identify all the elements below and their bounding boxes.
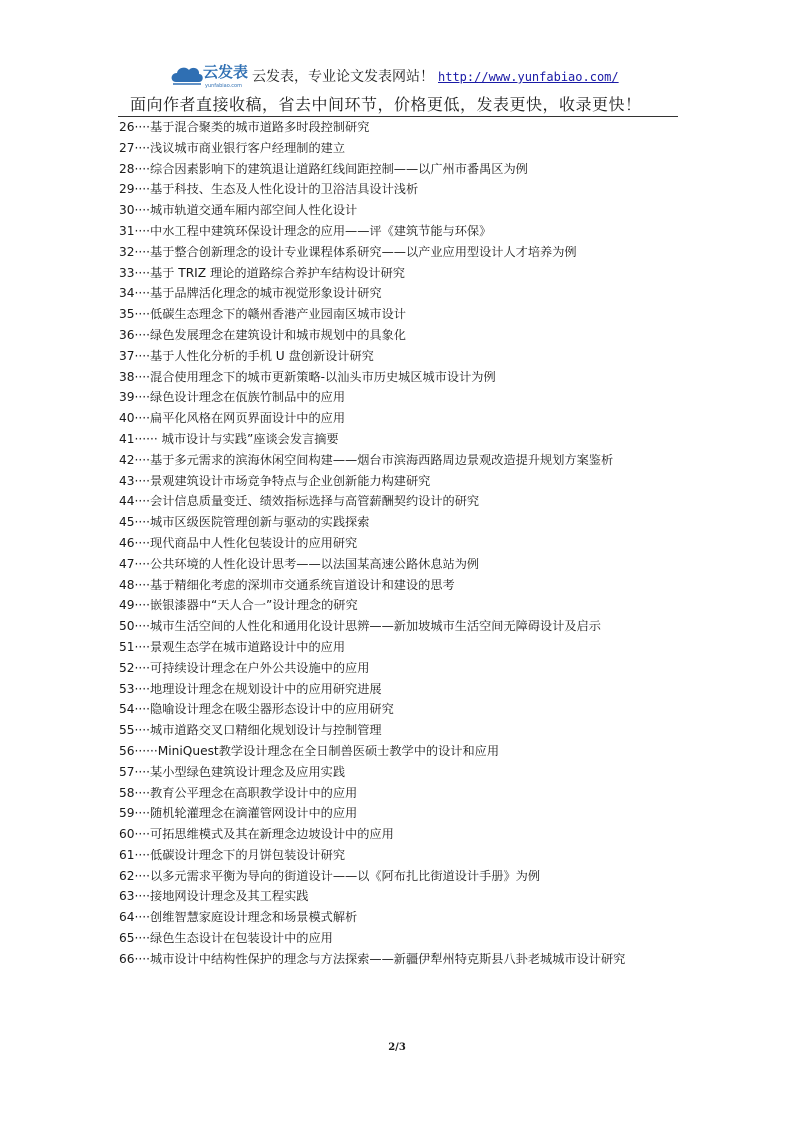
list-item: 66····城市设计中结构性保护的理念与方法探索——新疆伊犁州特克斯县八卦老城城市设计研究	[119, 951, 626, 966]
list-item: 54····隐喻设计理念在吸尘器形态设计中的应用研究	[119, 702, 394, 717]
list-item: 45····城市区级医院管理创新与驱动的实践探索	[119, 515, 370, 530]
list-item: 61····低碳设计理念下的月饼包装设计研究	[119, 847, 346, 862]
list-item: 32····基于整合创新理念的设计专业课程体系研究——以产业应用型设计人才培养为例	[119, 244, 577, 259]
list-item: 58····教育公平理念在高职教学设计中的应用	[119, 785, 358, 800]
list-item: 53····地理设计理念在规划设计中的应用研究进展	[119, 681, 382, 696]
logo-subtext: yunfabiao.com	[205, 83, 242, 89]
list-item: 47····公共环境的人性化设计思考——以法国某高速公路休息站为例	[119, 556, 480, 571]
brand-line	[252, 66, 619, 86]
list-item: 62····以多元需求平衡为导向的街道设计——以《阿布扎比街道设计手册》为例	[119, 868, 541, 883]
list-item: 49····嵌银漆器中“天人合一”设计理念的研究	[119, 598, 358, 613]
list-item: 52····可持续设计理念在户外公共设施中的应用	[119, 660, 370, 675]
list-item: 28····综合因素影响下的建筑退让道路红线间距控制——以广州市番禺区为例	[119, 161, 528, 176]
list-item: 51····景观生态学在城市道路设计中的应用	[119, 639, 346, 654]
list-item: 64····创维智慧家庭设计理念和场景模式解析	[119, 910, 358, 925]
yunfabiao-logo[interactable]	[170, 58, 250, 90]
page-number: 2/3	[388, 1042, 406, 1053]
site-url-link[interactable]: http://www.yunfabiao.com/	[438, 70, 619, 84]
slogan: 面向作者直接收稿，省去中间环节，价格更低，发表更快，收录更快！	[130, 95, 642, 114]
list-item: 30····城市轨道交通车厢内部空间人性化设计	[119, 203, 358, 218]
page-header	[0, 0, 794, 120]
list-item: 43····景观建筑设计市场竞争特点与企业创新能力构建研究	[119, 473, 431, 488]
list-item: 31····中水工程中建筑环保设计理念的应用——评《建筑节能与环保》	[119, 223, 492, 238]
list-item: 60····可拓思维模式及其在新理念边坡设计中的应用	[119, 827, 394, 842]
list-item: 42····基于多元需求的滨海休闲空间构建——烟台市滨海西路周边景观改造提升规划方案鉴析	[119, 452, 614, 467]
list-item: 39····绿色设计理念在佤族竹制品中的应用	[119, 390, 346, 405]
list-item: 41······ 城市设计与实践”座谈会发言摘要	[119, 431, 339, 446]
list-item: 29····基于科技、生态及人性化设计的卫浴洁具设计浅析	[119, 182, 419, 197]
list-item: 56······MiniQuest教学设计理念在全日制兽医硕士教学中的设计和应用	[119, 743, 500, 758]
list-item: 35····低碳生态理念下的赣州香港产业园南区城市设计	[119, 307, 406, 322]
list-item: 36····绿色发展理念在建筑设计和城市规划中的具象化	[119, 327, 406, 342]
list-item: 40····扁平化风格在网页界面设计中的应用	[119, 411, 346, 426]
list-item: 48····基于精细化考虑的深圳市交通系统盲道设计和建设的思考	[119, 577, 455, 592]
list-item: 26····基于混合聚类的城市道路多时段控制研究	[119, 120, 370, 134]
list-item: 46····现代商品中人性化包装设计的应用研究	[119, 535, 358, 550]
list-item: 57····某小型绿色建筑设计理念及应用实践	[119, 764, 346, 779]
list-item: 33····基于 TRIZ 理论的道路综合养护车结构设计研究	[119, 265, 405, 280]
list-item: 37····基于人性化分析的手机 U 盘创新设计研究	[119, 348, 374, 363]
list-item: 65····绿色生态设计在包装设计中的应用	[119, 931, 333, 946]
list-item: 63····接地网设计理念及其工程实践	[119, 889, 309, 904]
list-item: 34····基于品牌活化理念的城市视觉形象设计研究	[119, 286, 382, 301]
article-list	[119, 117, 679, 970]
list-item: 50····城市生活空间的人性化和通用化设计思辨——新加坡城市生活空间无障碍设计及启示	[119, 619, 601, 634]
list-item: 55····城市道路交叉口精细化规划设计与控制管理	[119, 723, 382, 738]
list-item: 59····随机轮灌理念在滴灌管网设计中的应用	[119, 806, 358, 821]
list-item: 27····浅议城市商业银行客户经理制的建立	[119, 140, 346, 155]
list-item: 44····会计信息质量变迁、绩效指标选择与高管薪酬契约设计的研究	[119, 494, 480, 509]
logo-text: 云发表	[203, 63, 249, 81]
list-item: 38····混合使用理念下的城市更新策略-以汕头市历史城区城市设计为例	[119, 369, 496, 384]
brand-text: 云发表，专业论文发表网站！	[252, 69, 434, 85]
